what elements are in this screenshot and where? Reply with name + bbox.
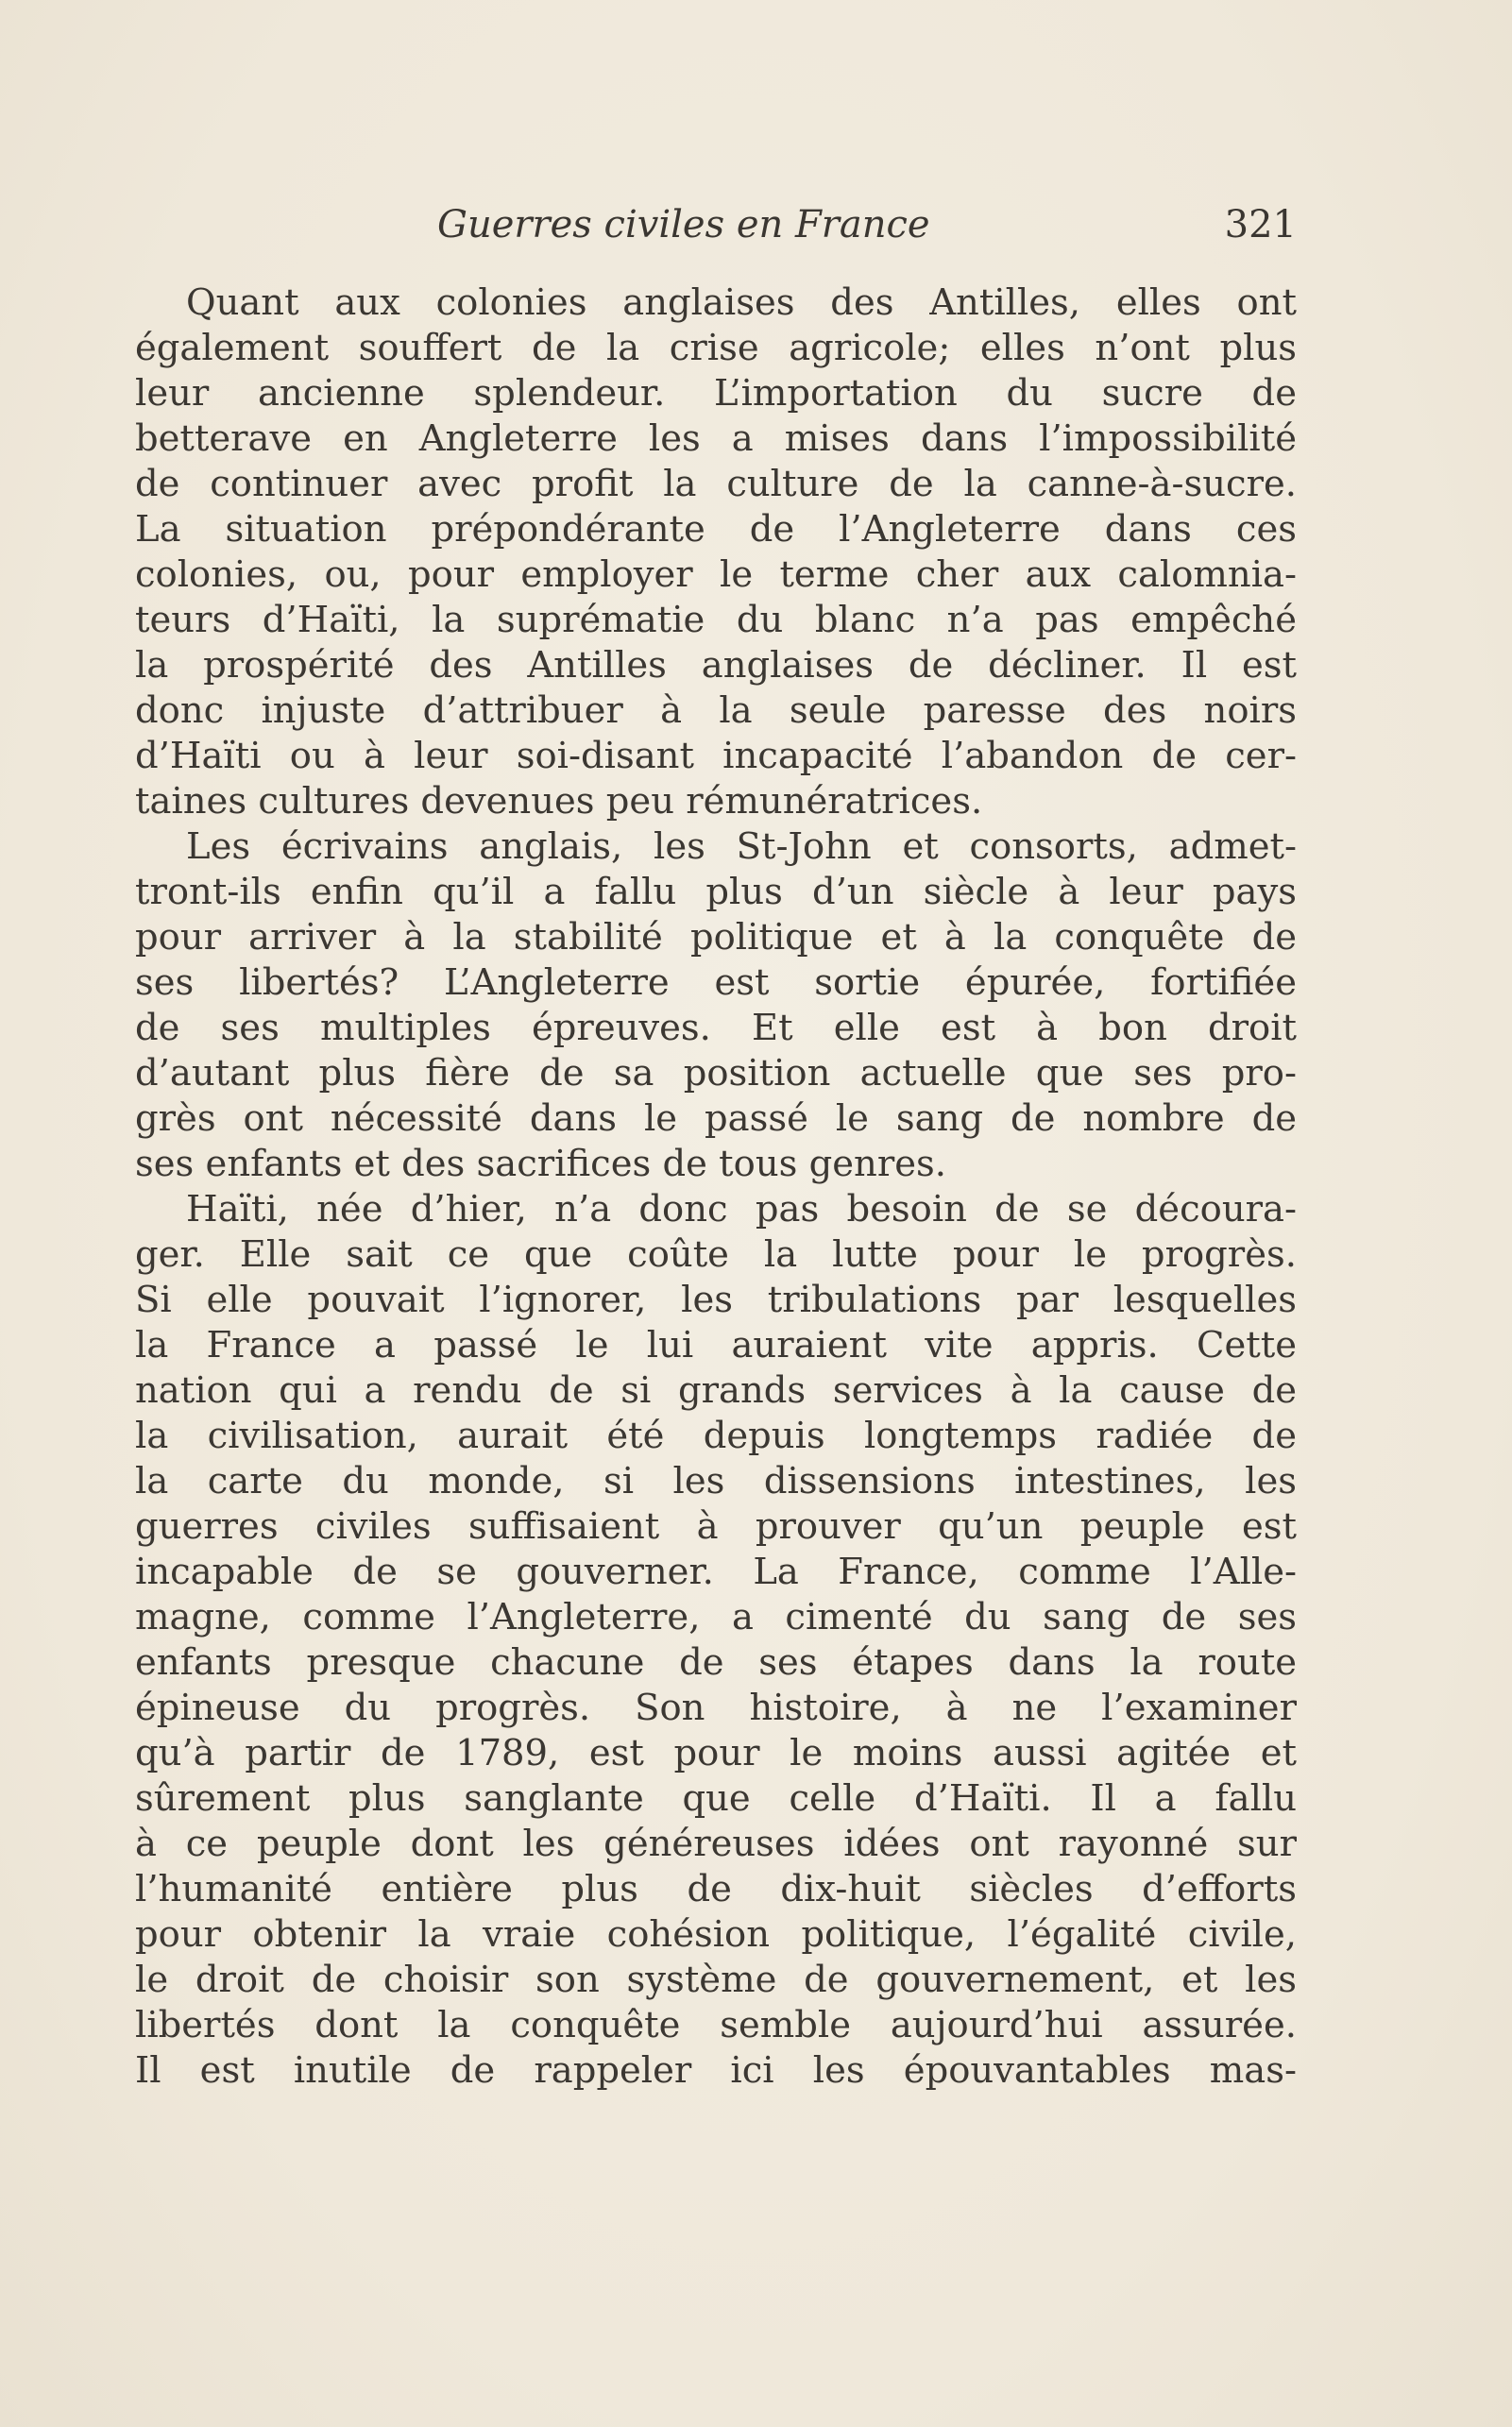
text-line: Les écrivains anglais, les St-John et consorts, admet-	[186, 825, 1297, 868]
text-line: La situation prépondérante de l’Angleterre dans ces	[135, 508, 1297, 551]
text-line: à ce peuple dont les généreuses idées ont rayonné sur	[135, 1823, 1297, 1865]
text-line: colonies, ou, pour employer le terme cher aux calomnia-	[135, 553, 1297, 596]
text-line: Quant aux colonies anglaises des Antilles, elles ont	[186, 281, 1297, 324]
text-line: teurs d’Haïti, la suprématie du blanc n’a pas empêché	[135, 599, 1297, 641]
text-line: d’autant plus fière de sa position actuelle que ses pro-	[135, 1052, 1297, 1095]
text-line: libertés dont la conquête semble aujourd’hui assurée.	[135, 2004, 1297, 2046]
text-line: épineuse du progrès. Son histoire, à ne l’examiner	[135, 1687, 1297, 1729]
text-line: ses enfants et des sacrifices de tous genres.	[135, 1143, 947, 1185]
text-line: Il est inutile de rappeler ici les épouvantables mas-	[135, 2049, 1297, 2092]
page-number: 321	[1224, 203, 1297, 246]
text-line: également souffert de la crise agricole; elles n’ont plus	[135, 327, 1297, 369]
text-line: de continuer avec profit la culture de la canne-à-sucre.	[135, 463, 1297, 505]
text-line: ses libertés? L’Angleterre est sortie épurée, fortifiée	[135, 961, 1297, 1004]
running-title: Guerres civiles en France	[437, 203, 930, 246]
text-line: tront-ils enfin qu’il a fallu plus d’un siècle à leur pays	[135, 871, 1297, 913]
body-text	[135, 280, 1297, 2094]
text-line: grès ont nécessité dans le passé le sang de nombre de	[135, 1097, 1297, 1140]
text-line: la prospérité des Antilles anglaises de décliner. Il est	[135, 644, 1297, 687]
text-line: donc injuste d’attribuer à la seule paresse des noirs	[135, 689, 1297, 732]
text-line: pour obtenir la vraie cohésion politique, l’égalité civile,	[135, 1913, 1297, 1956]
text-line: enfants presque chacune de ses étapes dans la route	[135, 1641, 1297, 1684]
text-line: taines cultures devenues peu rémunératrices.	[135, 780, 983, 823]
text-line: d’Haïti ou à leur soi-disant incapacité l’abandon de cer-	[135, 735, 1297, 777]
text-line: nation qui a rendu de si grands services à la cause de	[135, 1369, 1297, 1412]
text-line: la carte du monde, si les dissensions intestines, les	[135, 1460, 1297, 1502]
text-line: l’humanité entière plus de dix-huit siècles d’efforts	[135, 1868, 1297, 1910]
text-line: la civilisation, aurait été depuis longtemps radiée de	[135, 1415, 1297, 1457]
text-line: le droit de choisir son système de gouvernement, et les	[135, 1959, 1297, 2001]
page-header	[135, 194, 1297, 256]
text-line: sûrement plus sanglante que celle d’Haïti. Il a fallu	[135, 1777, 1297, 1820]
text-line: qu’à partir de 1789, est pour le moins aussi agitée et	[135, 1732, 1297, 1774]
text-line: betterave en Angleterre les a mises dans l’impossibilité	[135, 417, 1297, 460]
text-line: incapable de se gouverner. La France, comme l’Alle-	[135, 1551, 1297, 1593]
text-line: la France a passé le lui auraient vite appris. Cette	[135, 1324, 1297, 1366]
text-line: guerres civiles suffisaient à prouver qu’un peuple est	[135, 1505, 1297, 1548]
text-line: magne, comme l’Angleterre, a cimenté du sang de ses	[135, 1596, 1297, 1638]
text-line: de ses multiples épreuves. Et elle est à bon droit	[135, 1007, 1297, 1049]
text-line: ger. Elle sait ce que coûte la lutte pour le progrès.	[135, 1233, 1297, 1276]
text-line: pour arriver à la stabilité politique et à la conquête de	[135, 916, 1297, 959]
text-line: leur ancienne splendeur. L’importation du sucre de	[135, 372, 1297, 415]
text-line: Haïti, née d’hier, n’a donc pas besoin de se découra-	[186, 1188, 1297, 1230]
text-line: Si elle pouvait l’ignorer, les tribulations par lesquelles	[135, 1279, 1297, 1321]
